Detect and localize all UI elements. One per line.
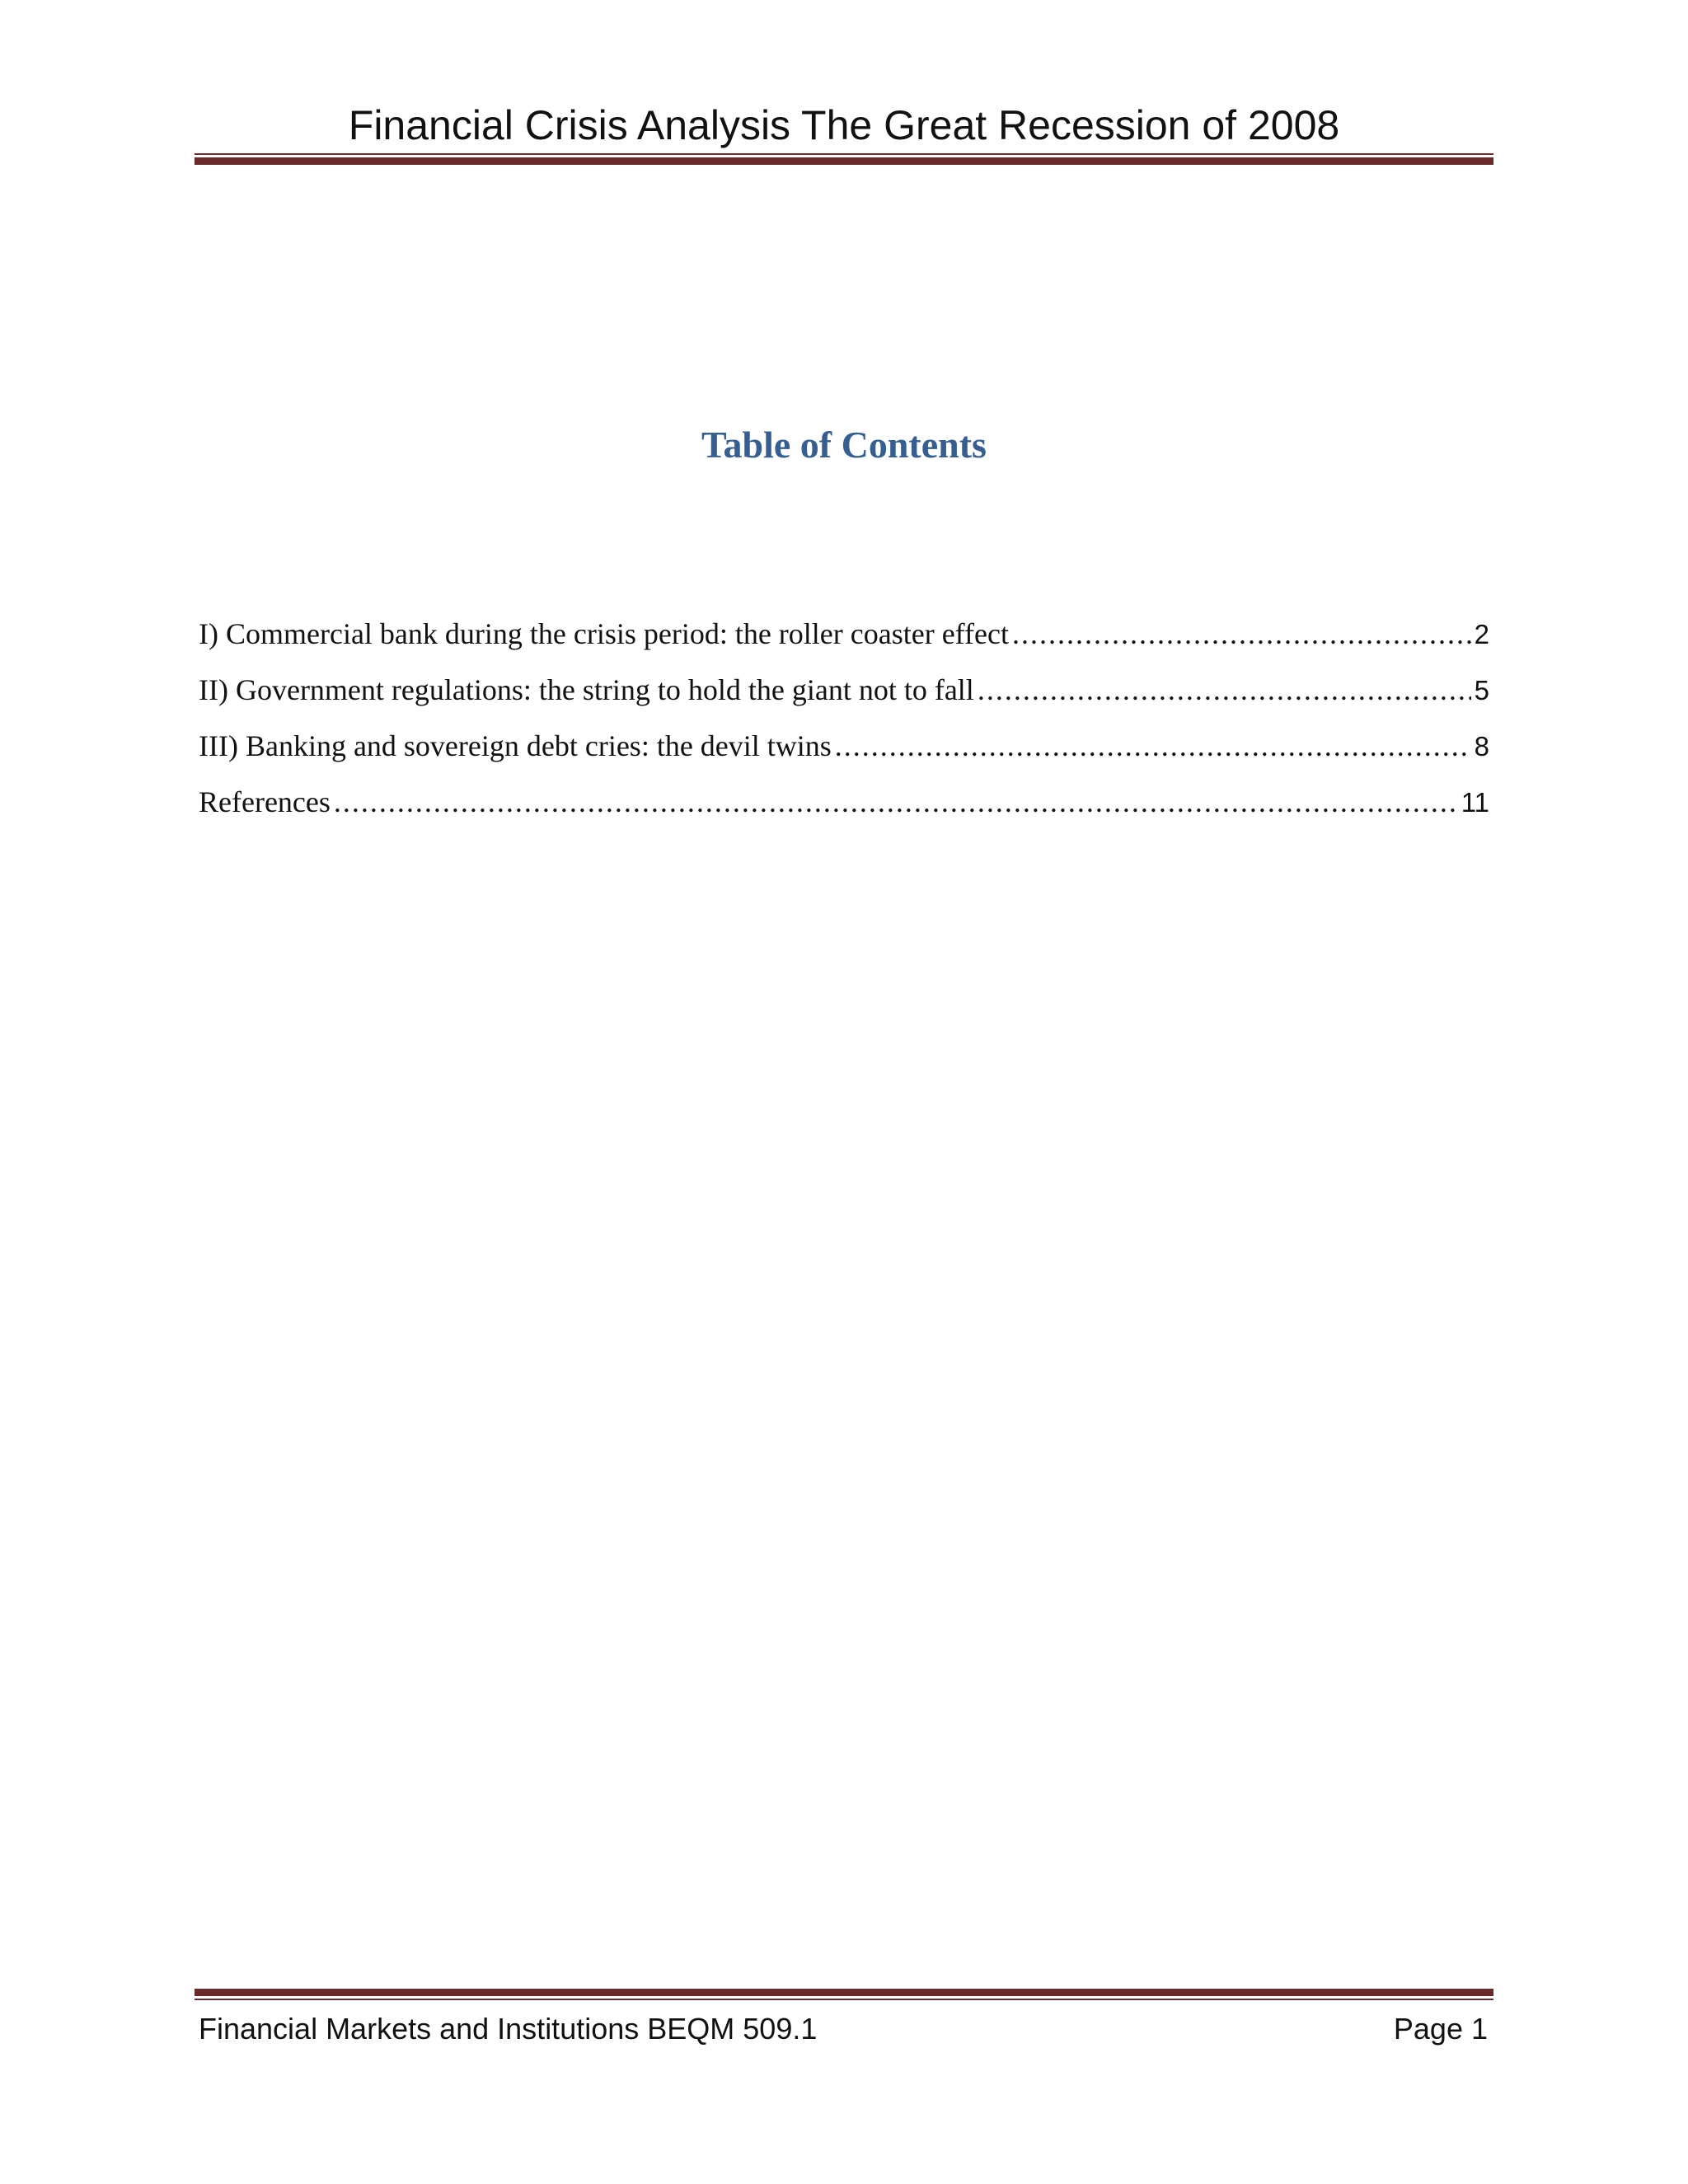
toc-entry-text: I) Commercial bank during the crisis period: the roller coaster effect	[199, 617, 1009, 650]
toc-dot-leader	[334, 774, 1458, 830]
toc-entry-banking-sovereign-debt[interactable]	[199, 718, 1489, 774]
toc-entry-page: 11	[1461, 787, 1489, 818]
toc-entry-page: 5	[1474, 675, 1489, 705]
toc-dot-leader	[835, 718, 1471, 774]
toc-entry-government-regulations[interactable]	[199, 662, 1489, 718]
footer-rule-thick	[195, 1989, 1493, 1996]
toc-entry-page: 2	[1474, 619, 1489, 649]
header-rule-thin	[195, 153, 1493, 155]
header-title: Financial Crisis Analysis The Great Recession of 2008	[348, 102, 1340, 148]
toc-entry-text: References	[199, 785, 331, 818]
toc-list	[199, 606, 1489, 830]
footer-page-number: Page 1	[1393, 2012, 1488, 2046]
toc-entry-text: II) Government regulations: the string to hold the giant not to fall	[199, 673, 974, 706]
toc-dot-leader	[978, 662, 1471, 718]
toc-heading: Table of Contents	[701, 424, 987, 466]
toc-entry-text: III) Banking and sovereign debt cries: the devil twins	[199, 729, 832, 762]
toc-dot-leader	[1012, 606, 1471, 662]
toc-entry-page: 8	[1474, 731, 1489, 762]
footer-rule-thin	[195, 1999, 1493, 2000]
toc-entry-commercial-bank[interactable]	[199, 606, 1489, 662]
toc-entry-references[interactable]	[199, 774, 1489, 830]
footer-course-title: Financial Markets and Institutions BEQM 509.1	[199, 2012, 818, 2046]
header-rule-thick	[195, 157, 1493, 165]
